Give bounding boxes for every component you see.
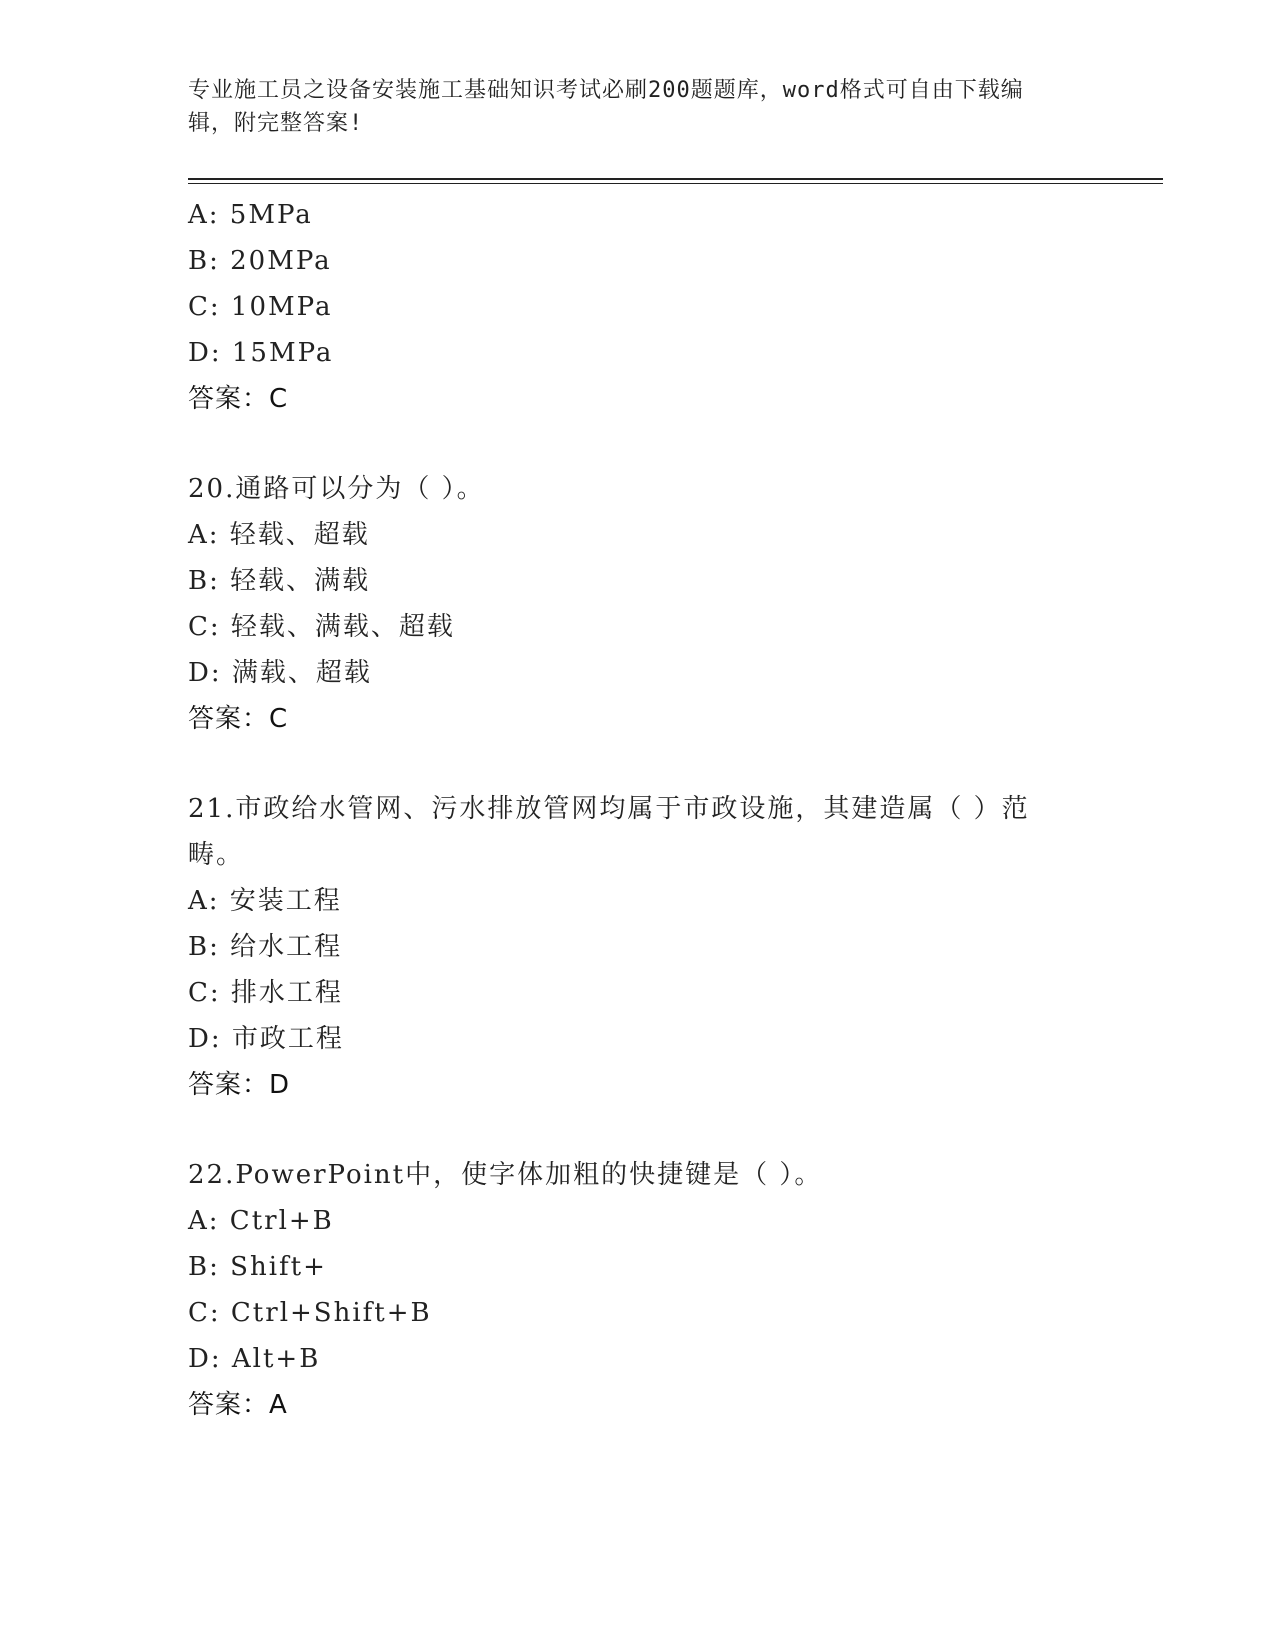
document-title: 专业施工员之设备安装施工基础知识考试必刷200题题库，word格式可自由下载编辑，附完整答案! — [188, 78, 1024, 136]
option-d: D: 市政工程 — [188, 1024, 344, 1054]
question-stem: 21.市政给水管网、污水排放管网均属于市政设施，其建造属（ ）范畴。 — [188, 794, 1030, 870]
option-b: B: 20MPa — [188, 246, 332, 276]
header-rule — [188, 178, 1163, 180]
question-list — [188, 192, 1088, 1472]
option-a: A: Ctrl+B — [188, 1206, 334, 1236]
option-c: C: Ctrl+Shift+B — [188, 1298, 432, 1328]
option-a: A: 5MPa — [188, 200, 313, 230]
answer: 答案：C — [188, 384, 289, 414]
question-stem: 22.PowerPoint中，使字体加粗的快捷键是（ ）。 — [188, 1160, 823, 1190]
option-d: D: 满载、超载 — [188, 658, 372, 688]
option-c: C: 排水工程 — [188, 978, 343, 1008]
option-d: D: Alt+B — [188, 1344, 321, 1374]
option-b: B: 给水工程 — [188, 932, 343, 962]
answer: 答案：C — [188, 704, 289, 734]
option-b: B: 轻载、满载 — [188, 566, 371, 596]
option-d: D: 15MPa — [188, 338, 334, 368]
question-22 — [188, 1152, 1088, 1428]
answer: 答案：A — [188, 1390, 288, 1420]
question-stem: 20.通路可以分为（ ）。 — [188, 474, 485, 504]
answer: 答案：D — [188, 1070, 291, 1100]
header-rule-thin — [188, 183, 1163, 184]
option-a: A: 安装工程 — [188, 886, 342, 916]
option-a: A: 轻载、超载 — [188, 520, 370, 550]
option-c: C: 10MPa — [188, 292, 333, 322]
option-b: B: Shift+ — [188, 1252, 327, 1282]
question-21 — [188, 786, 1088, 1108]
question-20 — [188, 466, 1088, 742]
option-c: C: 轻载、满载、超载 — [188, 612, 455, 642]
question-19-tail — [188, 192, 1088, 422]
